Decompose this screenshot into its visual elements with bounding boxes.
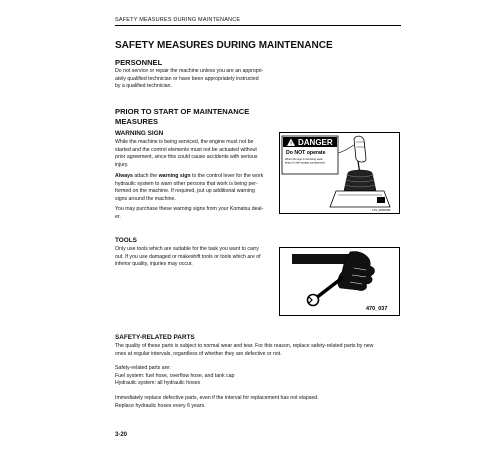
- text-line: started and the control elements must not be actuated without: [115, 146, 257, 153]
- bold-always: Always: [115, 173, 133, 179]
- page-title: SAFETY MEASURES DURING MAINTENANCE: [115, 40, 333, 51]
- running-head: SAFETY MEASURES DURING MAINTENANCE: [115, 17, 241, 23]
- text-line: signs around the machine.: [115, 195, 176, 202]
- prior-heading-line: MEASURES: [115, 117, 159, 126]
- text-fragment: attach the: [132, 173, 159, 179]
- personnel-heading: PERSONNEL: [115, 58, 163, 67]
- sign-word: DANGER: [298, 138, 333, 148]
- text-line: out. If you use damaged or makeshift tools or tools which are of: [115, 253, 261, 260]
- personnel-line: by a qualified technician.: [115, 83, 172, 89]
- personnel-line: Do not service or repair the machine unless you are an appropri-: [115, 68, 264, 74]
- text-line: Replace hydraulic hoses every 6 years.: [115, 402, 206, 409]
- text-line: ones at regular intervals, regardless of whether they are defective or not.: [115, 350, 282, 357]
- wrench-icon: [308, 295, 319, 306]
- wrench-handle: [316, 278, 342, 298]
- warning-sign-heading: WARNING SIGN: [115, 130, 164, 137]
- warning-sign-para3: [115, 206, 273, 221]
- text-line: hydraulic system to warn other persons that work is being per-: [115, 180, 258, 187]
- list-head: Safety-related parts are:: [115, 365, 171, 371]
- lever-with-sign-illustration: [280, 133, 399, 213]
- list-item: Hydraulic system: all hydraulic hoses: [115, 380, 201, 386]
- lever-knob-icon: [354, 136, 366, 162]
- text-line: formed on the machine. If required, put up additional warning: [115, 188, 255, 194]
- text-fragment: to the control lever for the work: [190, 173, 264, 179]
- sign-sub: Do NOT operate: [286, 150, 326, 156]
- personnel-text: [115, 68, 275, 91]
- warning-sign-para2: [115, 173, 273, 203]
- sign-small-2: keep it in the storage compartment.: [285, 161, 326, 165]
- text-line: The quality of these parts is subject to normal wear and tear. For this reason, replace safety-related parts by new: [115, 343, 374, 349]
- figure-ref: 175_0000099: [372, 208, 391, 212]
- prior-heading: [115, 107, 249, 127]
- warning-sign-figure: [279, 132, 400, 214]
- text-line: prior agreement, since this could cause accidents with serious: [115, 154, 258, 160]
- personnel-line: ately qualified technician or have been appropriately instructed: [115, 75, 259, 82]
- page-number: 3-20: [115, 432, 128, 438]
- parts-closing: [115, 395, 401, 410]
- lever-boot: [344, 170, 376, 191]
- figure-ref: 470_037: [366, 306, 388, 312]
- text-line: Immediately replace defective parts, even if the interval for replacement has not elapsed.: [115, 395, 319, 401]
- hand-with-wrench-illustration: [280, 248, 399, 315]
- text-line: You may purchase these warning signs from your Komatsu deal-: [115, 206, 264, 212]
- bold-warning-sign: warning sign: [158, 173, 191, 179]
- tools-text: [115, 246, 273, 269]
- text-line: [115, 173, 273, 181]
- text-line: While the machine is being serviced, the engine must not be: [115, 139, 254, 145]
- list-item: Fuel system: fuel hose, overflow hose, and tank cap: [115, 372, 235, 379]
- text-line: injury.: [115, 161, 129, 168]
- tools-heading: TOOLS: [115, 237, 137, 244]
- parts-intro: [115, 343, 401, 358]
- sign-small-1: When this sign is not being used,: [285, 158, 324, 161]
- parts-heading: SAFETY-RELATED PARTS: [115, 334, 195, 341]
- prior-heading-line: PRIOR TO START OF MAINTENANCE: [115, 107, 250, 116]
- tools-figure: [279, 247, 400, 316]
- text-line: Only use tools which are suitable for the task you want to carry: [115, 246, 259, 252]
- header-rule: [115, 25, 401, 26]
- text-line: er.: [115, 213, 121, 220]
- svg-text:!: !: [290, 141, 292, 148]
- parts-list: [115, 365, 401, 388]
- text-line: inferior quality, injuries may occur.: [115, 261, 193, 267]
- warning-sign-para1: [115, 139, 273, 169]
- arm: [292, 254, 350, 264]
